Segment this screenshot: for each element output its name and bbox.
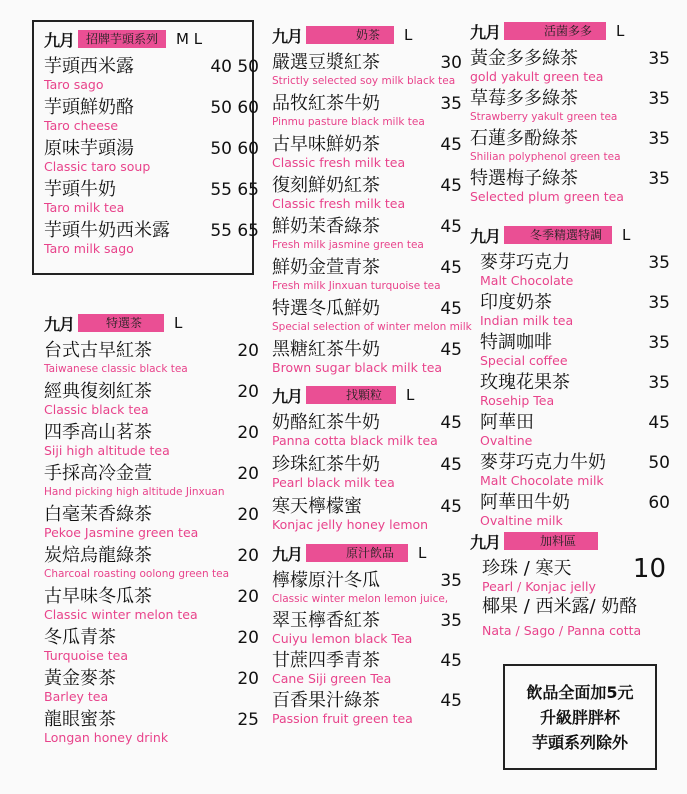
item-price: 35 [648,373,670,393]
item-price: 45 [440,135,462,155]
item-name-row [470,168,670,190]
item-name: 古早味鮮奶茶 [272,134,380,155]
item-price: 40 50 [210,57,259,77]
item-name: 麥芽巧克力 [480,252,570,273]
topping-price: 10 [632,554,666,584]
item-name-row [44,504,259,526]
menu-item [44,381,259,417]
item-price: 55 65 [210,221,259,241]
item-name-row [470,48,670,70]
menu-item [272,496,462,532]
section-header [470,20,670,42]
item-english-name: Indian milk tea [480,313,574,328]
menu-item [480,292,670,328]
menu-item [44,340,259,376]
item-name-row [272,570,462,592]
item-price: 35 [648,293,670,313]
item-price: 20 [237,341,259,361]
item-name-row [44,668,259,690]
size-label: L [616,22,625,40]
item-name: 檸檬原汁冬瓜 [272,570,380,591]
section-special-tea [44,312,259,750]
menu-item [44,56,259,92]
menu-item [44,504,259,540]
item-name-row [272,93,462,115]
item-name: 特調咖啡 [480,332,552,353]
menu-item [44,627,259,663]
item-name: 草莓多多綠茶 [470,88,578,109]
item-name-row [272,610,462,632]
section-title: 活菌多多 [504,22,606,40]
item-english-name: Shilian polyphenol green tea [470,151,621,163]
section-header [44,28,259,50]
menu-item [44,220,259,256]
item-price: 50 [648,453,670,473]
item-price: 45 [440,413,462,433]
menu-item [470,168,670,204]
size-label: M L [176,30,203,48]
item-name: 阿華田 [480,412,534,433]
item-price: 20 [237,587,259,607]
item-name-row [272,650,462,672]
brand-logo: 九月 [470,226,501,246]
item-name-row [272,175,462,197]
item-name: 玫瑰花果茶 [480,372,570,393]
item-name-row [44,56,259,78]
item-name: 炭焙烏龍綠茶 [44,545,152,566]
item-name: 寒天檸檬蜜 [272,496,362,517]
item-name-row [480,292,670,314]
item-name-row [272,690,462,712]
item-name: 奶酪紅茶牛奶 [272,412,380,433]
menu-item [272,257,462,293]
item-name: 黑糖紅茶牛奶 [272,339,380,360]
section-header [272,384,462,406]
menu-item [272,216,462,252]
item-name-row [272,412,462,434]
section-header [470,530,670,552]
item-name-row [44,179,259,201]
item-english-name: Charcoal roasting oolong green tea [44,568,230,580]
item-name: 芋頭鮮奶酪 [44,97,134,118]
item-name: 原味芋頭湯 [44,138,134,159]
menu-item [470,88,670,124]
item-price: 35 [648,89,670,109]
item-name: 特選梅子綠茶 [470,168,578,189]
menu-list [272,52,472,375]
item-english-name: Panna cotta black milk tea [272,433,438,448]
item-english-name: Rosehip Tea [480,393,555,408]
section-signature-taro [44,28,259,261]
item-english-name: Barley tea [44,689,109,704]
item-english-name: Taro sago [44,77,104,92]
item-name: 黃金多多綠茶 [470,48,578,69]
menu-item [44,709,259,745]
topping-line-2-en: Nata / Sago / Panna cotta [482,623,642,638]
item-name: 甘蔗四季青茶 [272,650,380,671]
size-label: L [174,314,183,332]
menu-item [44,586,259,622]
item-price: 35 [440,571,462,591]
item-english-name: Fresh milk Jinxuan turquoise tea [272,280,441,292]
menu-list [470,252,670,528]
brand-logo: 九月 [272,26,303,46]
item-english-name: Passion fruit green tea [272,711,413,726]
promo-line-1: 飲品全面加5元 [526,682,634,702]
item-name-row [470,88,670,110]
menu-list [470,48,670,204]
promo-note-box [503,664,657,770]
menu-item [480,252,670,288]
item-name: 石蓮多酚綠茶 [470,128,578,149]
item-price: 45 [648,413,670,433]
item-name: 鮮奶茉香綠茶 [272,216,380,237]
menu-item [272,175,462,211]
brand-logo: 九月 [44,314,75,334]
item-english-name: Taro cheese [44,118,119,133]
size-label: L [404,26,413,44]
item-price: 45 [440,691,462,711]
brand-logo: 九月 [272,544,303,564]
item-price: 45 [440,651,462,671]
item-price: 20 [237,628,259,648]
item-name-row [272,52,462,74]
menu-item [272,134,462,170]
item-name: 芋頭西米露 [44,56,134,77]
item-name-row [44,220,259,242]
menu-item [272,298,472,334]
item-english-name: Turquoise tea [44,648,128,663]
section-title: 冬季精選特調 [504,226,612,244]
item-price: 50 60 [210,139,259,159]
item-english-name: Taro milk sago [44,241,134,256]
item-price: 50 60 [210,98,259,118]
item-price: 35 [648,49,670,69]
item-name: 手採高冷金萱 [44,463,152,484]
item-english-name: Strictly selected soy milk black tea [272,75,456,87]
item-price: 45 [440,340,462,360]
menu-list [272,412,462,532]
item-name: 麥芽巧克力牛奶 [480,452,606,473]
item-name: 品牧紅茶牛奶 [272,93,380,114]
item-english-name: Malt Chocolate [480,273,574,288]
section-header [44,312,259,334]
item-english-name: Cuiyu lemon black Tea [272,631,413,646]
menu-item [44,668,259,704]
item-name: 冬瓜青茶 [44,627,116,648]
menu-list [272,570,462,726]
item-name: 龍眼蜜茶 [44,709,116,730]
item-name-row [272,339,462,361]
item-english-name: Classic black tea [44,402,149,417]
item-english-name: gold yakult green tea [470,69,604,84]
menu-item [272,52,462,88]
item-english-name: Special selection of winter melon milk [272,321,472,333]
item-english-name: Ovaltine milk [480,513,563,528]
menu-item [480,372,670,408]
section-milk-tea [272,24,472,380]
item-name-row [44,422,259,444]
item-name-row [480,452,670,474]
menu-item [272,610,462,646]
item-name: 阿華田牛奶 [480,492,570,513]
item-name: 台式古早紅茶 [44,340,152,361]
item-name-row [480,372,670,394]
item-price: 55 65 [210,180,259,200]
size-label: L [406,386,415,404]
item-name: 古早味冬瓜茶 [44,586,152,607]
item-name: 特選冬瓜鮮奶 [272,298,380,319]
item-english-name: Brown sugar black milk tea [272,360,443,375]
menu-item [272,339,462,375]
section-title: 奶茶 [306,26,394,44]
item-name: 百香果汁綠茶 [272,690,380,711]
section-chewy [272,384,462,538]
item-price: 20 [237,546,259,566]
item-price: 35 [648,253,670,273]
item-english-name: Fresh milk jasmine green tea [272,239,424,251]
section-title: 找顆粒 [306,386,396,404]
item-price: 35 [648,333,670,353]
brand-logo: 九月 [44,30,75,50]
menu-item [272,690,462,726]
item-english-name: Classic fresh milk tea [272,155,406,170]
brand-logo: 九月 [272,386,303,406]
item-name-row [272,257,462,279]
item-english-name: Special coffee [480,353,568,368]
menu-item [272,454,462,490]
item-name-row [44,463,259,485]
item-english-name: Classic fresh milk tea [272,196,406,211]
item-price: 20 [237,505,259,525]
item-english-name: Strawberry yakult green tea [470,111,618,123]
item-name-row [272,298,462,320]
section-title: 原汁飲品 [306,544,408,562]
item-english-name: Pearl black milk tea [272,475,395,490]
section-header [272,24,462,46]
item-name: 嚴選豆漿紅茶 [272,52,380,73]
item-name-row [44,138,259,160]
menu-item [44,138,259,174]
item-name-row [480,492,670,514]
item-english-name: Classic winter melon lemon juice, [272,593,449,605]
item-price: 60 [648,493,670,513]
item-english-name: Konjac jelly honey lemon [272,517,429,532]
item-name-row [44,97,259,119]
menu-item [480,332,670,368]
promo-line-3: 芋頭系列除外 [531,732,628,752]
item-name: 印度奶茶 [480,292,552,313]
item-name: 復刻鮮奶紅茶 [272,175,380,196]
menu-item [272,650,462,686]
menu-item [272,570,462,606]
item-english-name: Selected plum green tea [470,189,624,204]
item-price: 45 [440,217,462,237]
menu-list [44,340,259,745]
brand-logo: 九月 [470,532,501,552]
item-english-name: Hand picking high altitude Jinxuan [44,486,225,498]
topping-line-2: 椰果 / 西米露/ 奶酪 [482,596,638,617]
section-yakult [470,20,670,208]
item-name: 四季高山茗茶 [44,422,152,443]
item-name-row [44,340,259,362]
item-name-row [470,128,670,150]
section-juice [272,542,462,730]
size-label: L [418,544,427,562]
item-price: 45 [440,497,462,517]
menu-item [44,179,259,215]
item-english-name: Taiwanese classic black tea [44,363,188,375]
item-name-row [272,216,462,238]
item-english-name: Taro milk tea [44,200,125,215]
item-name: 珍珠紅茶牛奶 [272,454,380,475]
item-name-row [272,496,462,518]
section-header [272,542,462,564]
item-name-row [44,586,259,608]
menu-item [480,412,670,448]
item-name-row [272,134,462,156]
menu-item [272,412,462,448]
section-title: 招牌芋頭系列 [78,30,166,48]
item-price: 30 [440,53,462,73]
item-name-row [44,709,259,731]
section-title: 加料區 [504,532,598,550]
section-header [470,224,670,246]
item-english-name: Longan honey drink [44,730,169,745]
item-name: 白毫茉香綠茶 [44,504,152,525]
section-winter-special [470,224,670,532]
promo-line-2: 升級胖胖杯 [539,707,620,727]
toppings-list [470,554,670,638]
item-name: 經典復刻紅茶 [44,381,152,402]
menu-item [44,463,259,499]
item-price: 25 [237,710,259,730]
menu-item [44,422,259,458]
item-name: 翠玉檸香紅茶 [272,610,380,631]
item-english-name: Cane Siji green Tea [272,671,392,686]
item-english-name: Ovaltine [480,433,533,448]
menu-list [44,56,259,256]
topping-line-1: 珍珠 / 寒天 10 [482,554,666,584]
item-price: 35 [648,129,670,149]
menu-item [480,452,670,488]
item-price: 35 [440,611,462,631]
item-name: 鮮奶金萱青茶 [272,257,380,278]
item-price: 45 [440,258,462,278]
menu-item [44,545,259,581]
menu-item [44,97,259,133]
item-price: 20 [237,669,259,689]
item-price: 35 [440,94,462,114]
item-price: 45 [440,176,462,196]
item-name: 黃金麥茶 [44,668,116,689]
brand-logo: 九月 [470,22,501,42]
item-name: 芋頭牛奶西米露 [44,220,170,241]
item-name-row [480,252,670,274]
section-toppings [470,530,670,638]
item-name: 芋頭牛奶 [44,179,116,200]
item-price: 45 [440,299,462,319]
item-name-row [44,545,259,567]
item-price: 20 [237,382,259,402]
item-english-name: Malt Chocolate milk [480,473,604,488]
item-name-row [44,627,259,649]
item-price: 45 [440,455,462,475]
menu-item [470,128,670,164]
item-english-name: Classic taro soup [44,159,151,174]
item-name-row [44,381,259,403]
item-english-name: Siji high altitude tea [44,443,170,458]
item-english-name: Pinmu pasture black milk tea [272,116,425,128]
menu-item [272,93,462,129]
menu-item [480,492,670,528]
item-price: 20 [237,423,259,443]
menu-item [470,48,670,84]
item-price: 20 [237,464,259,484]
item-price: 35 [648,169,670,189]
size-label: L [622,226,631,244]
topping-line-1-en: Pearl / Konjac jelly [482,579,596,594]
section-title: 特選茶 [78,314,164,332]
item-name-row [272,454,462,476]
item-name-row [480,412,670,434]
item-name-row [480,332,670,354]
item-english-name: Pekoe Jasmine green tea [44,525,199,540]
item-english-name: Classic winter melon tea [44,607,198,622]
